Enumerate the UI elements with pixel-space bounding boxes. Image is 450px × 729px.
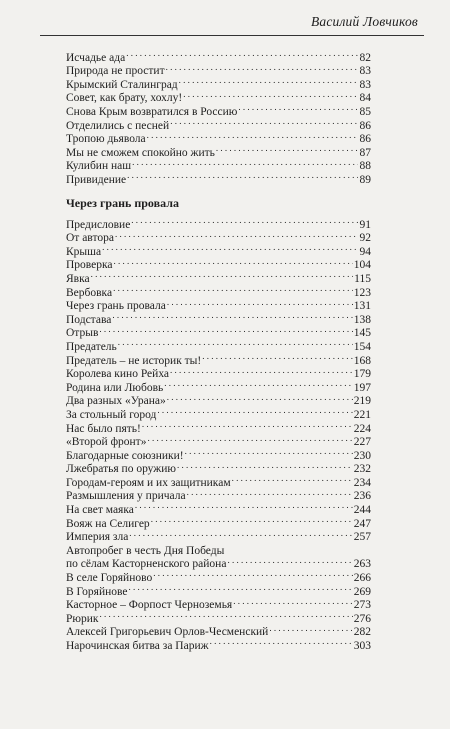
toc-entry-title: В Горяйнове xyxy=(66,585,128,598)
toc-leader-dots xyxy=(269,622,352,636)
toc-entry-page: 86 xyxy=(359,119,371,132)
toc-entry-page: 138 xyxy=(353,313,371,326)
toc-leader-dots xyxy=(112,309,352,323)
toc-entry-title: по сёлам Касторненского района xyxy=(66,558,227,571)
toc-entry-page: 273 xyxy=(353,599,371,612)
toc-entry-title: Крыша xyxy=(66,245,102,258)
toc-leader-dots xyxy=(225,540,358,554)
toc-leader-dots xyxy=(135,499,353,513)
toc-entry-title: Королева кино Рейха xyxy=(66,368,170,381)
toc-leader-dots xyxy=(129,581,353,595)
toc-entry-title: Мы не сможем спокойно жить xyxy=(66,146,215,159)
toc-entry-page: 269 xyxy=(353,585,371,598)
toc-leader-dots xyxy=(164,377,352,391)
toc-entry-page: 197 xyxy=(353,381,371,394)
toc-entry-title: Подстава xyxy=(66,313,112,326)
toc-entry-page: 91 xyxy=(359,218,371,231)
toc-entry-title: От автора xyxy=(66,232,114,245)
toc-list-section xyxy=(66,214,371,652)
toc-entry xyxy=(66,622,371,639)
toc-entry-page: 83 xyxy=(359,78,371,91)
toc-entry-page: 86 xyxy=(359,133,371,146)
toc-entry-page: 154 xyxy=(353,340,371,353)
toc-entry xyxy=(66,241,371,258)
toc-leader-dots xyxy=(167,391,353,405)
toc-leader-dots xyxy=(170,115,358,129)
toc-entry xyxy=(66,47,371,64)
toc-entry-page: 219 xyxy=(353,395,371,408)
toc-leader-dots xyxy=(179,74,358,88)
toc-entry-page: 83 xyxy=(359,65,371,78)
toc-entry-title: Через грань провала xyxy=(66,300,166,313)
toc-entry-page: 92 xyxy=(359,232,371,245)
toc-entry-title: Городам-героям и их защитникам xyxy=(66,476,231,489)
toc-leader-dots xyxy=(185,445,353,459)
toc-entry-page: 236 xyxy=(353,490,371,503)
toc-entry-page: 94 xyxy=(359,245,371,258)
toc-entry-page: 179 xyxy=(353,368,371,381)
toc-entry xyxy=(66,282,371,299)
header-author: Василий Ловчиков xyxy=(310,14,418,29)
toc-leader-dots xyxy=(183,88,358,102)
running-header xyxy=(40,8,428,36)
toc-entry-page: 303 xyxy=(353,640,371,652)
toc-leader-dots xyxy=(147,432,352,446)
toc-entry-title: Совет, как брату, хохлу! xyxy=(66,92,183,105)
toc-entry-title: Вербовка xyxy=(66,286,113,299)
toc-entry-page: 131 xyxy=(353,300,371,313)
toc-entry-title: Отделились с песней xyxy=(66,119,170,132)
toc-entry-title: Исчадье ада xyxy=(66,51,126,64)
toc-entry-title: Привидение xyxy=(66,173,127,186)
toc-leader-dots xyxy=(202,350,353,364)
toc-entry-title: Предатель xyxy=(66,340,117,353)
toc-entry-title: За стольный город xyxy=(66,408,157,421)
toc-entry-title: Проверка xyxy=(66,259,113,272)
toc-entry xyxy=(66,268,371,285)
toc-leader-dots xyxy=(170,364,353,378)
toc-entry xyxy=(66,336,371,353)
toc-entry-title: Вояж на Селигер xyxy=(66,517,150,530)
toc-entry-title: Родина или Любовь xyxy=(66,381,164,394)
toc-leader-dots xyxy=(227,554,352,568)
toc-leader-dots xyxy=(91,268,354,282)
toc-entry-page: 266 xyxy=(353,572,371,585)
toc-entry-title: Империя зла xyxy=(66,531,129,544)
toc-entry-page: 276 xyxy=(353,612,371,625)
toc-entry-title: Нарочинская битва за Париж xyxy=(66,640,209,652)
toc-entry-page: 168 xyxy=(353,354,371,367)
toc-leader-dots xyxy=(142,418,353,432)
toc-leader-dots xyxy=(233,595,353,609)
toc-entry-page: 247 xyxy=(353,517,371,530)
toc-leader-dots xyxy=(153,567,353,581)
toc-entry-title: На свет маяка xyxy=(66,504,134,517)
toc-entry-page: 123 xyxy=(353,286,371,299)
toc-leader-dots xyxy=(177,459,353,473)
toc-entry-page: 227 xyxy=(353,436,371,449)
toc-leader-dots xyxy=(167,296,353,310)
toc-entry-page: 115 xyxy=(354,272,371,285)
toc-leader-dots xyxy=(115,228,358,242)
toc-entry-title: Два разных «Урана» xyxy=(66,395,166,408)
toc-entry-title: Тропою дьявола xyxy=(66,133,146,146)
toc-entry-page: 82 xyxy=(359,51,371,64)
toc-entry-title: Кулибин наш xyxy=(66,160,132,173)
toc-entry-page: 234 xyxy=(353,476,371,489)
toc-entry-title: Отрыв xyxy=(66,327,99,340)
toc-leader-dots xyxy=(151,513,353,527)
toc-entry-page: 221 xyxy=(353,408,371,421)
toc-entry-page: 230 xyxy=(353,449,371,462)
toc-entry-page: 257 xyxy=(353,531,371,544)
toc-entry-title: Снова Крым возвратился в Россию xyxy=(66,105,238,118)
toc-entry-title: Благодарные союзники! xyxy=(66,449,184,462)
toc-entry-title: В селе Горяйново xyxy=(66,572,153,585)
toc-leader-dots xyxy=(210,635,353,649)
toc-leader-dots xyxy=(99,608,352,622)
section-title: Через грань провала xyxy=(66,196,179,210)
toc-entry-title: Природа не простит xyxy=(66,65,165,78)
toc-entry-page: 232 xyxy=(353,463,371,476)
toc-entry-title: Явка xyxy=(66,272,90,285)
toc-leader-dots xyxy=(113,282,353,296)
toc-leader-dots xyxy=(127,169,358,183)
toc-leader-dots xyxy=(99,323,352,337)
toc-entry-page: 88 xyxy=(359,160,371,173)
toc-entry-title: «Второй фронт» xyxy=(66,436,147,449)
toc-entry-page: 224 xyxy=(353,422,371,435)
toc-leader-dots xyxy=(147,129,358,143)
toc-entry-page: 282 xyxy=(353,626,371,639)
toc-entry-title: Размышления у причала xyxy=(66,490,186,503)
toc-entry-page: 84 xyxy=(359,92,371,105)
toc-leader-dots xyxy=(157,404,352,418)
toc-entry-title: Крымский Сталинград xyxy=(66,78,178,91)
toc-leader-dots xyxy=(114,255,353,269)
toc-entry xyxy=(66,323,371,340)
toc-entry-page: 89 xyxy=(359,173,371,186)
toc-leader-dots xyxy=(126,47,358,61)
toc-entry xyxy=(66,255,371,272)
toc-entry-page: 244 xyxy=(353,504,371,517)
toc-leader-dots xyxy=(102,241,358,255)
toc-leader-dots xyxy=(132,156,358,170)
toc-entry-title: Предатель – не историк ты! xyxy=(66,354,202,367)
toc-entry-title: Рюрик xyxy=(66,612,99,625)
toc-entry-title: Нас было пять! xyxy=(66,422,141,435)
toc-entry-title: Касторное – Форпост Черноземья xyxy=(66,599,233,612)
toc-leader-dots xyxy=(166,61,358,75)
toc-leader-dots xyxy=(232,472,353,486)
toc-entry xyxy=(66,608,371,625)
toc-leader-dots xyxy=(187,486,353,500)
toc-leader-dots xyxy=(131,214,358,228)
toc-entry-title: Алексей Григорьевич Орлов-Чесменский xyxy=(66,626,269,639)
toc-leader-dots xyxy=(216,142,358,156)
toc-leader-dots xyxy=(238,101,358,115)
toc-entry-page: 145 xyxy=(353,327,371,340)
toc-entry-page: 87 xyxy=(359,146,371,159)
header-rule xyxy=(40,35,424,36)
toc-entry xyxy=(66,214,371,231)
toc-entry-title: Предисловие xyxy=(66,218,131,231)
toc-entry-title: Лжебратья по оружию xyxy=(66,463,176,476)
toc-entry-title: Автопробег в честь Дня Победы xyxy=(66,544,225,557)
toc-list-top xyxy=(66,47,371,186)
toc-entry-page: 263 xyxy=(353,558,371,571)
toc-entry xyxy=(66,309,371,326)
toc-leader-dots xyxy=(129,527,352,541)
toc-leader-dots xyxy=(118,336,353,350)
toc-entry-page: 104 xyxy=(353,259,371,272)
toc-entry-page: 85 xyxy=(359,105,371,118)
